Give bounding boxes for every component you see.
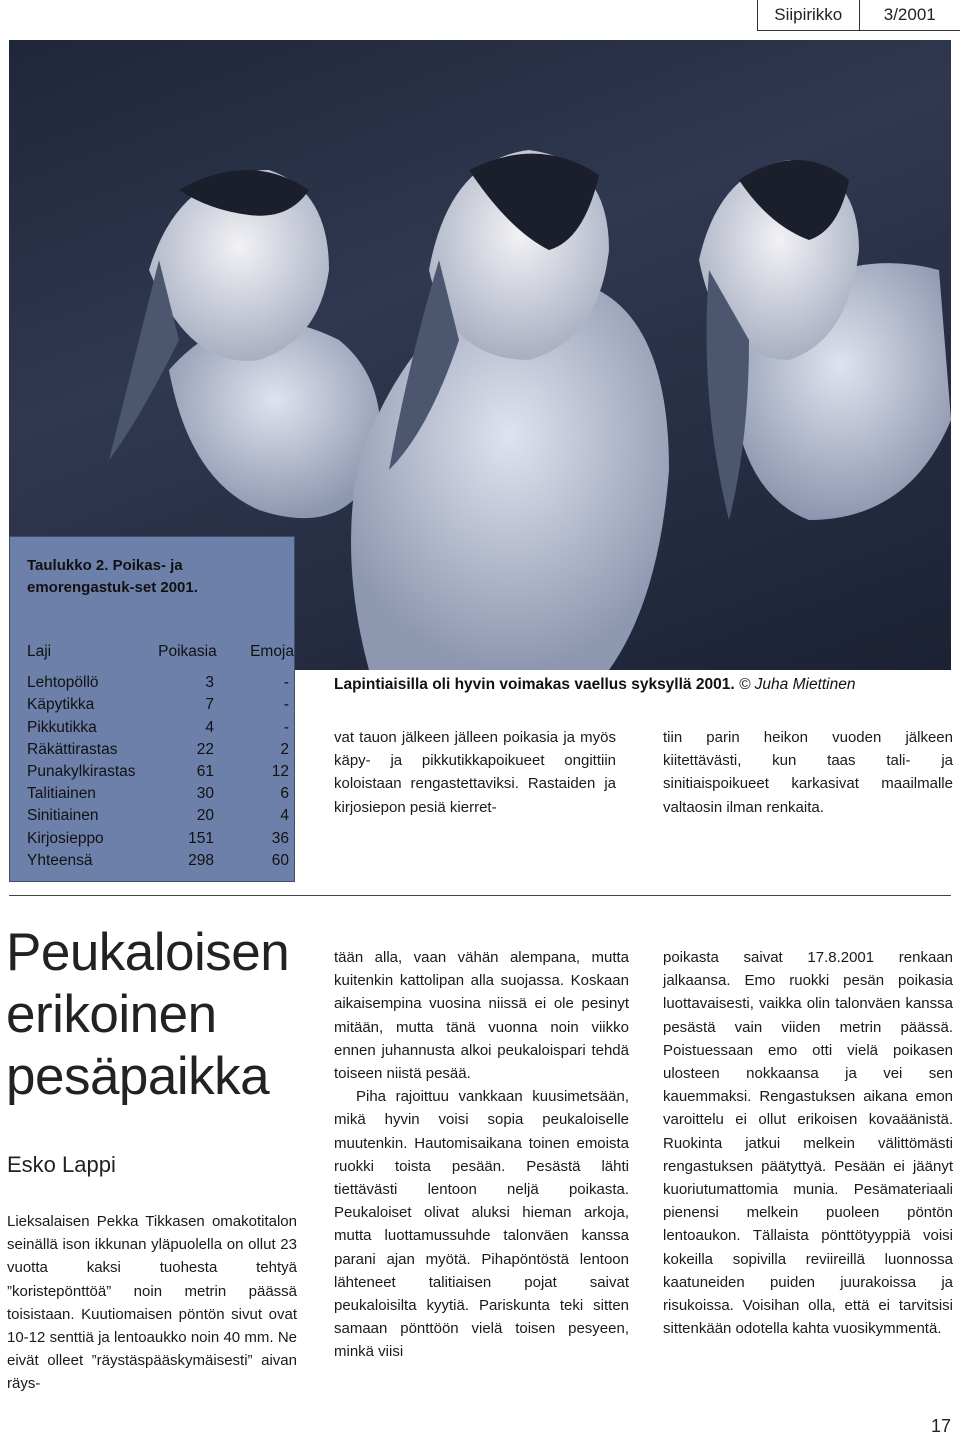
section-divider	[9, 895, 951, 896]
paragraph: tiin parin heikon vuoden jälkeen kiitettävästi, kun taas tali- ja sinitiaispoikueet karkasivat maailmalle valtaosin ilman renkaita.	[663, 729, 953, 816]
photo-credit: © Juha Miettinen	[738, 676, 856, 693]
caption-text: Lapintiaisilla oli hyvin voimakas vaellus syksyllä 2001.	[334, 676, 735, 693]
table-total-row	[27, 850, 294, 872]
table-cell: 4	[280, 807, 289, 825]
publication-name: Siipirikko	[758, 0, 860, 30]
table-row	[27, 694, 294, 716]
table-row	[27, 739, 294, 761]
table-cell: 20	[196, 807, 214, 825]
table-cell: 4	[205, 718, 214, 736]
paragraph: tään alla, vaan vähän alempana, mutta kuitenkin kattolipan alla suojassa. Koskaan aikaisempina vuosina niissä ei ole pesinyt mitään, mutta tänä vuonna noin viikko ennen juhannusta alkoi peukaloispari tehdä toiseen niistä pesää.	[334, 949, 629, 1083]
table-cell: 22	[196, 740, 214, 758]
paragraph: Piha rajoittuu vankkaan kuusimetsään, mikä hyvin voisi sopia peukaloiselle muutenkin. Hautomisaikana toinen emoista ruokki toista pesään. Pesästä lähti tiettävästi lentoon neljä poikasta. Peukaloiset olivat aluksi hieman arkoja, mutta luottamussuhde talonväen kanssa parani ajan myötä. Pihapöntöstä lentoon lähteneet talitiaisen pojat saivat peukaloisilta kyytiä. Pariskunta teki sitten samaan pönttöön vielä toisen pesyeen, minkä viisi	[334, 1088, 629, 1361]
page-number: 17	[930, 1416, 951, 1436]
table-cell: Pikkutikka	[27, 718, 97, 736]
paragraph: vat tauon jälkeen jälleen poikasia ja myös käpy- ja pikkutikkapoikueet ongittiin koloistaan rengastettaviksi. Rastaiden ja kirjosiepon pesiä kierret-	[334, 729, 616, 816]
table-cell: -	[283, 674, 289, 692]
table-cell: 36	[271, 829, 289, 847]
table-row	[27, 761, 294, 783]
article-column-3	[663, 946, 953, 1340]
table-row	[27, 783, 294, 805]
table-row	[27, 805, 294, 827]
column-header: Poikasia	[158, 643, 217, 661]
table-cell: -	[283, 696, 289, 714]
table-row	[27, 828, 294, 850]
table-cell: 12	[271, 763, 289, 781]
table-cell: -	[283, 718, 289, 736]
column-header: Laji	[27, 643, 52, 661]
table-cell: 3	[205, 674, 214, 692]
table-row	[27, 717, 294, 739]
table-cell: Talitiainen	[27, 785, 96, 803]
table-cell: 6	[280, 785, 289, 803]
table-row	[27, 672, 294, 694]
article-column-1	[7, 1210, 297, 1396]
table-cell: Kirjosieppo	[27, 829, 104, 847]
column-header: Emoja	[250, 643, 294, 661]
header-tab	[757, 0, 960, 31]
paragraph: Lieksalaisen Pekka Tikkasen omakotitalon seinällä ison ikkunan yläpuolella on ollut 23 vuotta kaksi tuohesta tehtyä ”koristepönttöä” noin metrin päässä toisistaan. Kuutiomaisen pöntön sivut ovat 10-12 senttiä ja lentoaukko noin 40 mm. Ne eivät olleet ”räystäspääskymäisesti” aivan räys-	[7, 1213, 297, 1393]
article-title: Peukaloisen erikoinen pesäpaikka	[6, 923, 290, 1106]
table-cell: 2	[280, 740, 289, 758]
upper-text-column-2	[663, 726, 953, 819]
table-cell: 30	[196, 785, 214, 803]
article-column-2	[334, 946, 629, 1364]
table-title: Taulukko 2. Poikas- ja emorengastuk-set 2001.	[27, 557, 198, 596]
table-cell: 60	[271, 851, 289, 869]
paragraph: poikasta saivat 17.8.2001 renkaan jalkaansa. Emo ruokki pesän poikasia luottavaisesti, vaikka olin talonväen kanssa pesästä vain viiden metrin päässä. Poistuessaan emo otti vielä poikasen ulosteen nokkaansa ja vei sen kauemmaksi. Rengastuksen aikana emon varoittelu ei ollut erikoisen kovaäänistä. Ruokinta jatkui melkein välittömästi rengastuksen päätyttyä. Pesään ei jäänyt kuoriutumattomia munia. Pesämateriaali pienensi melkein puoleen pöntön lentoaukon. Tällaista pönttötyyppiä voisi kokeilla sopivilla reviireillä luonnossa kaatuneiden puiden juurakoissa ja risukoissa. Voisihan olla, että ei tarvitsisi sittenkään odotella kahta vuosikymmentä.	[663, 949, 953, 1338]
table-cell: 7	[205, 696, 214, 714]
article-author: Esko Lappi	[7, 1152, 116, 1177]
table-cell: 151	[188, 829, 214, 847]
table-header-row	[27, 641, 294, 663]
table-cell: 298	[188, 851, 214, 869]
ringing-table	[9, 536, 295, 882]
table-cell: Räkättirastas	[27, 740, 118, 758]
table-cell: Punakylkirastas	[27, 763, 136, 781]
photo-caption	[334, 676, 954, 694]
issue-number: 3/2001	[883, 5, 936, 24]
table-cell: Lehtopöllö	[27, 674, 99, 692]
table-cell: Yhteensä	[27, 851, 93, 869]
table-cell: Sinitiainen	[27, 807, 99, 825]
upper-text-column-1	[334, 726, 616, 819]
table-cell: Käpytikka	[27, 696, 95, 714]
table-cell: 61	[196, 763, 214, 781]
